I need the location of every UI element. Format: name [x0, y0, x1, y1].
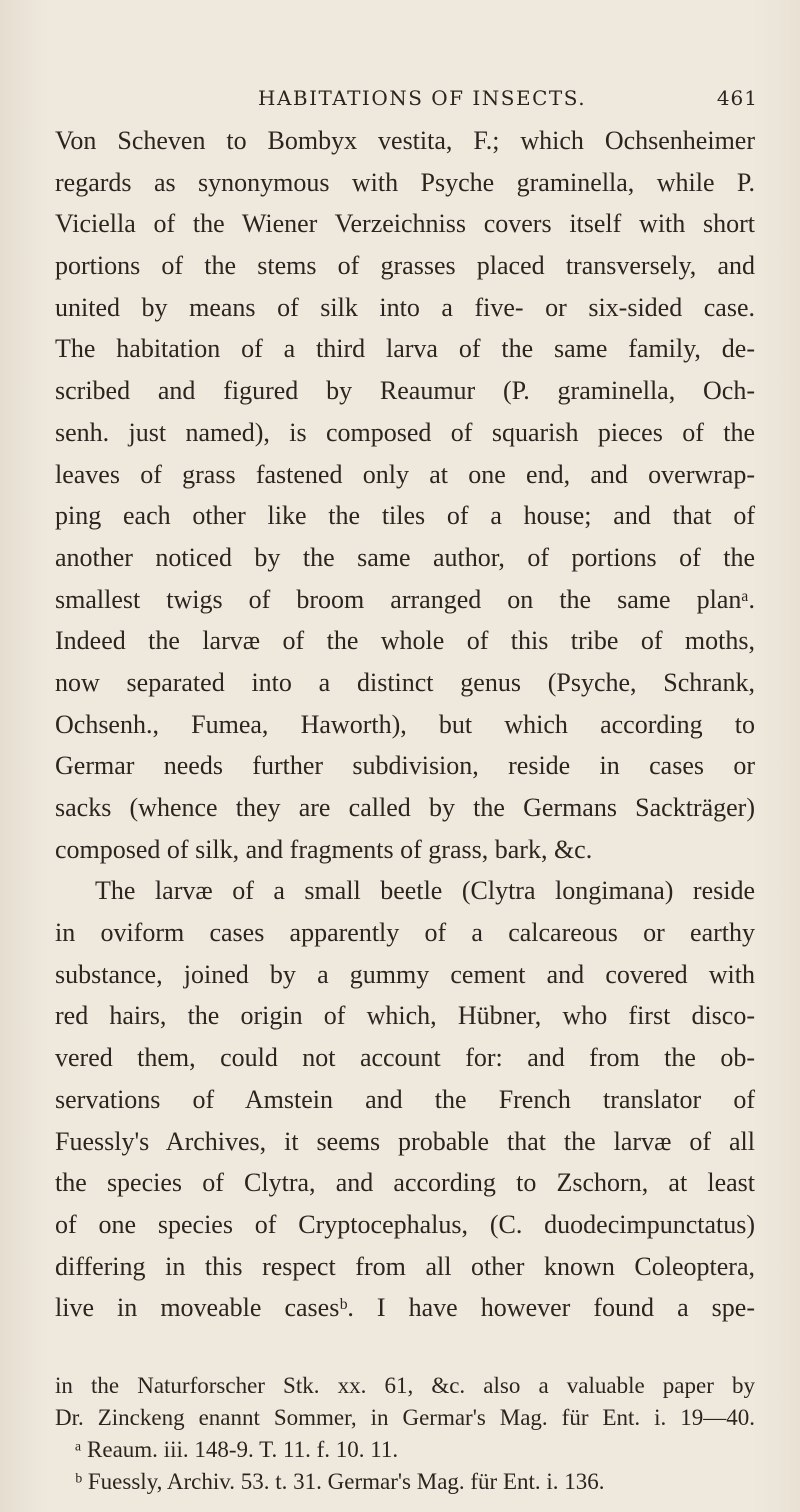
text-line: smallest twigs of broom arranged on the same planᵃ. — [55, 584, 755, 614]
text-line: composed of silk, and fragments of grass, bark, &c. — [55, 834, 593, 864]
text-line: Ochsenh., Fumea, Haworth), but which according to — [55, 709, 755, 739]
text-line: Indeed the larvæ of the whole of this tribe of moths, — [55, 626, 755, 656]
running-title: HABITATIONS OF INSECTS. — [258, 86, 587, 110]
footnotes — [55, 1370, 755, 1498]
text-line: ping each other like the tiles of a house; and that of — [55, 501, 755, 531]
text-line: Germar needs further subdivision, reside in cases or — [55, 751, 755, 781]
footnote-line: Dr. Zinckeng enannt Sommer, in Germar's Mag. für Ent. i. 19—40. — [55, 1405, 755, 1430]
text-line: red hairs, the origin of which, Hübner, who first disco- — [55, 1001, 755, 1031]
text-line: of one species of Cryptocephalus, (C. duodecimpunctatus) — [55, 1209, 755, 1239]
page-header — [258, 86, 758, 116]
text-line: The habitation of a third larva of the same family, de- — [55, 334, 755, 364]
text-line: the species of Clytra, and according to Zschorn, at least — [55, 1168, 755, 1198]
text-line: scribed and figured by Reaumur (P. graminella, Och- — [55, 376, 755, 406]
body-text — [55, 120, 755, 1329]
text-line: now separated into a distinct genus (Psyche, Schrank, — [55, 667, 755, 697]
text-line: senh. just named), is composed of squarish pieces of the — [55, 417, 755, 447]
text-line: Viciella of the Wiener Verzeichniss covers itself with short — [55, 209, 755, 239]
text-line: regards as synonymous with Psyche graminella, while P. — [55, 167, 755, 197]
text-line: Fuessly's Archives, it seems probable that the larvæ of all — [55, 1126, 755, 1156]
text-line: portions of the stems of grasses placed transversely, and — [55, 251, 755, 281]
footnote-line: in the Naturforscher Stk. xx. 61, &c. also a valuable paper by — [55, 1373, 755, 1398]
page-number: 461 — [716, 86, 758, 110]
footnote-a: ᵃ Reaum. iii. 148-9. T. 11. f. 10. 11. — [75, 1437, 399, 1462]
text-line: servations of Amstein and the French translator of — [55, 1084, 755, 1114]
text-line: leaves of grass fastened only at one end, and overwrap- — [55, 459, 755, 489]
text-line: another noticed by the same author, of portions of the — [55, 542, 755, 572]
text-line: vered them, could not account for: and from the ob- — [55, 1043, 755, 1073]
text-line: united by means of silk into a five- or six-sided case. — [55, 292, 755, 322]
text-line: substance, joined by a gummy cement and covered with — [55, 959, 755, 989]
text-line: sacks (whence they are called by the Germans Sackträger) — [55, 793, 755, 822]
text-line: in oviform cases apparently of a calcareous or earthy — [55, 918, 755, 948]
text-line: Von Scheven to Bombyx vestita, F.; which Ochsenheimer — [55, 126, 755, 155]
text-line: live in moveable casesᵇ. I have however found a spe- — [55, 1293, 755, 1323]
footnote-b: ᵇ Fuessly, Archiv. 53. t. 31. Germar's Mag. für Ent. i. 136. — [75, 1469, 605, 1494]
text-line: differing in this respect from all other known Coleoptera, — [55, 1251, 755, 1281]
text-line: The larvæ of a small beetle (Clytra longimana) reside — [95, 876, 755, 906]
